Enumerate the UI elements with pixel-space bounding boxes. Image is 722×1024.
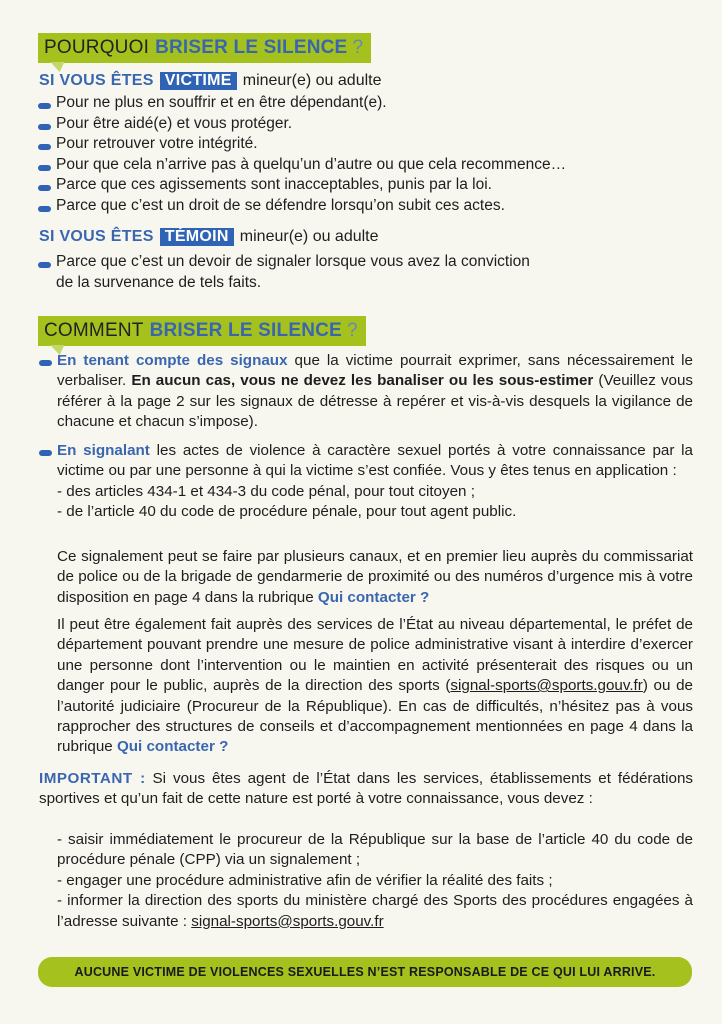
subheading-prefix: SI VOUS ÊTES	[39, 228, 154, 245]
obligation-3	[57, 891, 693, 932]
witness-tag: TÉMOIN	[160, 228, 234, 246]
heading-light-text: COMMENT	[44, 320, 144, 341]
list-item-text: Pour ne plus en souffrir et en être dépendant(e).	[56, 94, 387, 111]
victim-tag: VICTIME	[160, 72, 237, 90]
subheading-suffix: mineur(e) ou adulte	[239, 228, 379, 245]
state-text: Il peut être également fait auprès des services de l’État au niveau départemental, le préfet de département pouvant prendre une mesure de police administrative visant à interdire d’exercer une personne dont l’intervention ou le maintien en activité présenterait des risques ou un danger pour le public, auprès de la direction des sports (	[57, 616, 693, 695]
bullet-dash-icon	[38, 124, 51, 130]
bullet-dash-icon	[38, 144, 51, 150]
list-item	[36, 196, 566, 217]
victim-reasons-list	[36, 93, 566, 217]
heading-question-mark: ?	[352, 37, 364, 58]
signals-warning: En aucun cas, vous ne devez les banaliser ou les sous-estimer	[131, 372, 594, 390]
bullet-dash-icon	[39, 360, 52, 366]
list-item	[36, 114, 566, 135]
list-item-text: Parce que ces agissements sont inacceptables, punis par la loi.	[56, 176, 492, 194]
important-paragraph	[39, 769, 693, 810]
list-item-text: Pour que cela n’arrive pas à quelqu’un d’autre ou que cela recommence…	[56, 155, 567, 173]
signals-text: que la victime pourrait exprimer, sans nécessairement le verbaliser.	[57, 352, 694, 390]
signals-lead: En tenant compte des signaux	[57, 352, 288, 369]
state-text-2: ) ou de l’autorité judiciaire (Procureur de la République). En cas de difficultés, n’hésitez pas à vous rapprocher des structures de conseils et d’accompagnement mentionnées en page 4 dans la rubrique	[57, 677, 693, 756]
reporting-paragraph	[57, 441, 693, 523]
list-item	[36, 134, 566, 155]
footer-message: AUCUNE VICTIME DE VIOLENCES SEXUELLES N’EST RESPONSABLE DE CE QUI LUI ARRIVE.	[74, 965, 656, 979]
heading-strong-text: BRISER LE SILENCE	[149, 320, 342, 341]
obligation-2: - engager une procédure administrative afin de vérifier la réalité des faits ;	[57, 871, 553, 889]
channels-text: Ce signalement peut se faire par plusieurs canaux, et en premier lieu auprès du commissariat de police ou de la brigade de gendarmerie de proximité ou des numéros d’urgence mis à votre disposition en page 4 dans la rubrique	[57, 548, 693, 606]
bullet-dash-icon	[39, 450, 52, 456]
list-item-text: Parce que c’est un droit de se défendre lorsqu’on subit ces actes.	[56, 196, 505, 214]
list-item-continuation	[36, 273, 530, 294]
obligation-3-text: - informer la direction des sports du ministère chargé des Sports des procédures engagées à l’adresse suivante :	[57, 892, 693, 930]
list-item-text: Pour être aidé(e) et vous protéger.	[56, 114, 293, 132]
heading-question-mark: ?	[346, 320, 358, 341]
important-text: Si vous êtes agent de l’État dans les services, établissements et fédérations sportives et qu’un fait de cette nature est porté à votre connaissance, vous devez :	[39, 770, 693, 808]
list-item	[36, 155, 566, 176]
footer-banner	[38, 957, 692, 987]
bullet-dash-icon	[38, 165, 51, 171]
list-item	[36, 175, 566, 196]
important-label: IMPORTANT :	[39, 770, 146, 787]
list-item-text: Pour retrouver votre intégrité.	[56, 135, 258, 153]
section-heading-how	[38, 316, 366, 346]
bullet-dash-icon	[38, 103, 51, 109]
signals-text-2: (Veuillez vous référer à la page 2 sur les signaux de détresse à repérer et vis-à-vis desquels la vigilance de chacune et chacun s’impose).	[57, 372, 693, 431]
list-item	[36, 252, 530, 273]
qui-contacter-link[interactable]: Qui contacter ?	[317, 588, 430, 606]
subheading-suffix: mineur(e) ou adulte	[242, 72, 382, 89]
signal-sports-email-link[interactable]: signal-sports@sports.gouv.fr	[191, 912, 384, 930]
channels-paragraph	[57, 547, 693, 608]
list-item-text: Parce que c’est un devoir de signaler lorsque vous avez la conviction	[56, 253, 530, 270]
bullet-dash-icon	[38, 185, 51, 191]
obligation-1: - saisir immédiatement le procureur de la République sur la base de l’article 40 du code de procédure pénale (CPP) via un signalement ;	[57, 831, 693, 869]
qui-contacter-link[interactable]: Qui contacter ?	[116, 738, 229, 756]
witness-subheading	[39, 228, 379, 246]
state-services-paragraph	[57, 615, 693, 758]
signals-paragraph	[57, 351, 693, 433]
victim-subheading	[39, 72, 382, 90]
reporting-text: les actes de violence à caractère sexuel portés à votre connaissance par la victime ou par une personne à qui la victime s’est confiée. Vous y êtes tenus en application :	[57, 442, 693, 480]
bullet-dash-icon	[38, 206, 51, 212]
reporting-lead: En signalant	[57, 442, 150, 459]
subheading-prefix: SI VOUS ÊTES	[39, 72, 154, 89]
heading-light-text: POURQUOI	[44, 37, 150, 58]
reporting-legal-basis-2: - de l’article 40 du code de procédure pénale, pour tout agent public.	[57, 503, 517, 521]
bullet-dash-icon	[38, 262, 51, 268]
important-obligations	[57, 830, 693, 932]
list-item	[36, 93, 566, 114]
section-heading-why	[38, 33, 371, 63]
reporting-legal-basis-1: - des articles 434-1 et 434-3 du code pénal, pour tout citoyen ;	[57, 482, 475, 500]
list-item-text: de la survenance de tels faits.	[56, 273, 262, 291]
witness-reasons-list	[36, 252, 530, 293]
heading-strong-text: BRISER LE SILENCE	[155, 37, 348, 58]
signal-sports-email-link[interactable]: signal-sports@sports.gouv.fr	[450, 677, 643, 695]
